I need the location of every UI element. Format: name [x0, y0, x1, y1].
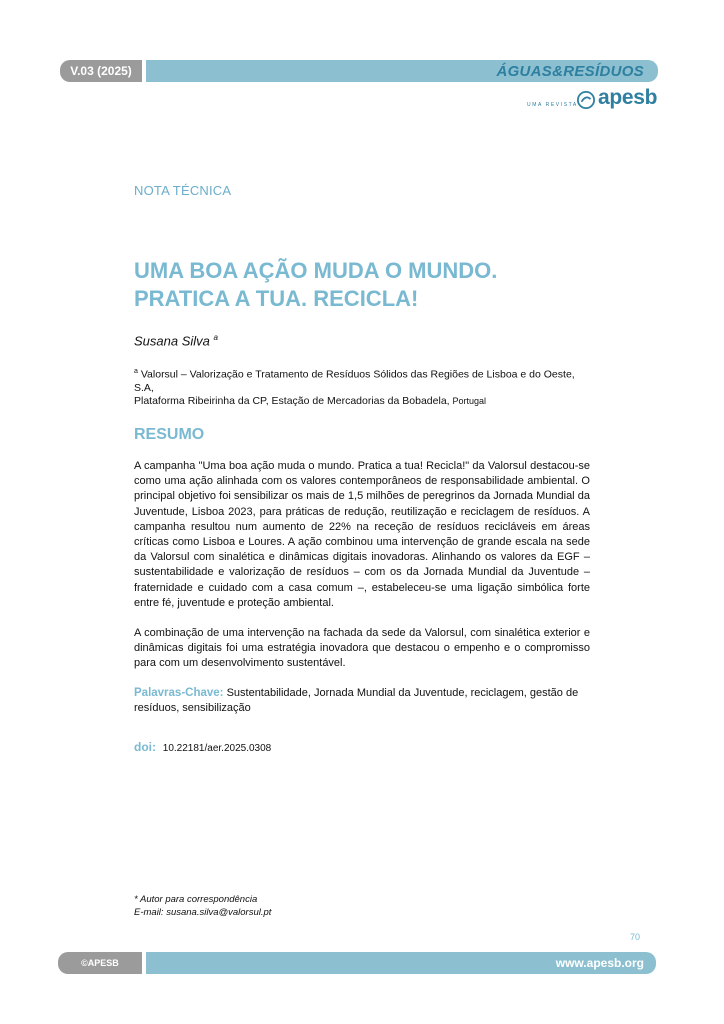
apesb-logo-icon — [577, 91, 595, 109]
doi-label: doi: — [134, 740, 156, 754]
page-number: 70 — [630, 932, 641, 942]
keywords-label: Palavras-Chave: — [134, 687, 224, 699]
copyright-label: ©APESB — [81, 958, 119, 968]
affiliation-line1: Valorsul – Valorização e Tratamento de Resíduos Sólidos das Regiões de Lisboa e do Oeste, S.A, — [134, 368, 575, 394]
doi — [134, 740, 271, 754]
doi-value[interactable]: 10.22181/aer.2025.0308 — [162, 743, 272, 754]
footnote — [134, 893, 271, 919]
logo-tagline: UMA REVISTA — [527, 102, 578, 108]
abstract-paragraph-1: A campanha "Uma boa ação muda o mundo. Pratica a tua! Recicla!" da Valorsul destacou-se como uma ação alinhada com os valores contemporâneos de responsabilidade ambiental. O principal objetivo foi sensibilizar os mais de 1,5 milhões de peregrinos da Jornada Mundial da Juventude, Lisboa 2023, para práticas de redução, reutilização e reciclagem de resíduos. A campanha resultou num aumento de 22% na receção de resíduos recicláveis em áreas críticas como Lisboa e Loures. A ação combinou uma intervenção de grande escala na sede da Valorsul com sinalética e dinâmicas digitais inovadoras. Alinhando os valores da EGF – sustentabilidade e valorização de resíduos – com os da Jornada Mundial da Juventude – fraternidade e cuidado com a casa comum –, estabeleceu-se uma ligação simbólica forte entre fé, juventude e proteção ambiental. — [134, 460, 590, 609]
affiliation-line2: Plataforma Ribeirinha da CP, Estação de Mercadorias da Bobadela, — [134, 394, 450, 407]
footnote-line1: * Autor para correspondência — [134, 894, 258, 905]
abstract — [134, 459, 590, 687]
keywords — [134, 686, 590, 716]
article-title: UMA BOA AÇÃO MUDA O MUNDO. PRATICA A TUA. RECICLA! — [134, 258, 498, 311]
affiliation-marker: a — [134, 368, 138, 375]
affiliation — [134, 365, 594, 408]
author-marker: a — [213, 333, 218, 342]
publisher-logo: apesb — [598, 86, 658, 109]
affiliation-country: Portugal — [452, 395, 487, 406]
abstract-heading: RESUMO — [134, 426, 205, 443]
footnote-email: E-mail: susana.silva@valorsul.pt — [134, 907, 272, 918]
volume-badge — [60, 60, 142, 82]
footer-url[interactable]: www.apesb.org — [555, 956, 644, 970]
abstract-paragraph-2: A combinação de uma intervenção na fachada da sede da Valorsul, com sinalética exterior e dinâmicas digitais foi uma estratégia inovadora que destacou o empenho e o compromisso para com um desenvolvimento sustentável. — [134, 627, 590, 670]
section-label: NOTA TÉCNICA — [134, 183, 232, 198]
author — [134, 333, 218, 348]
author-name: Susana Silva — [134, 333, 210, 349]
volume-label: V.03 (2025) — [70, 64, 132, 78]
copyright-badge — [58, 952, 142, 974]
journal-logo: ÁGUAS&RESÍDUOS — [496, 63, 644, 80]
keywords-text: Sustentabilidade, Jornada Mundial da Juventude, reciclagem, gestão de resíduos, sensibilização — [134, 687, 579, 714]
